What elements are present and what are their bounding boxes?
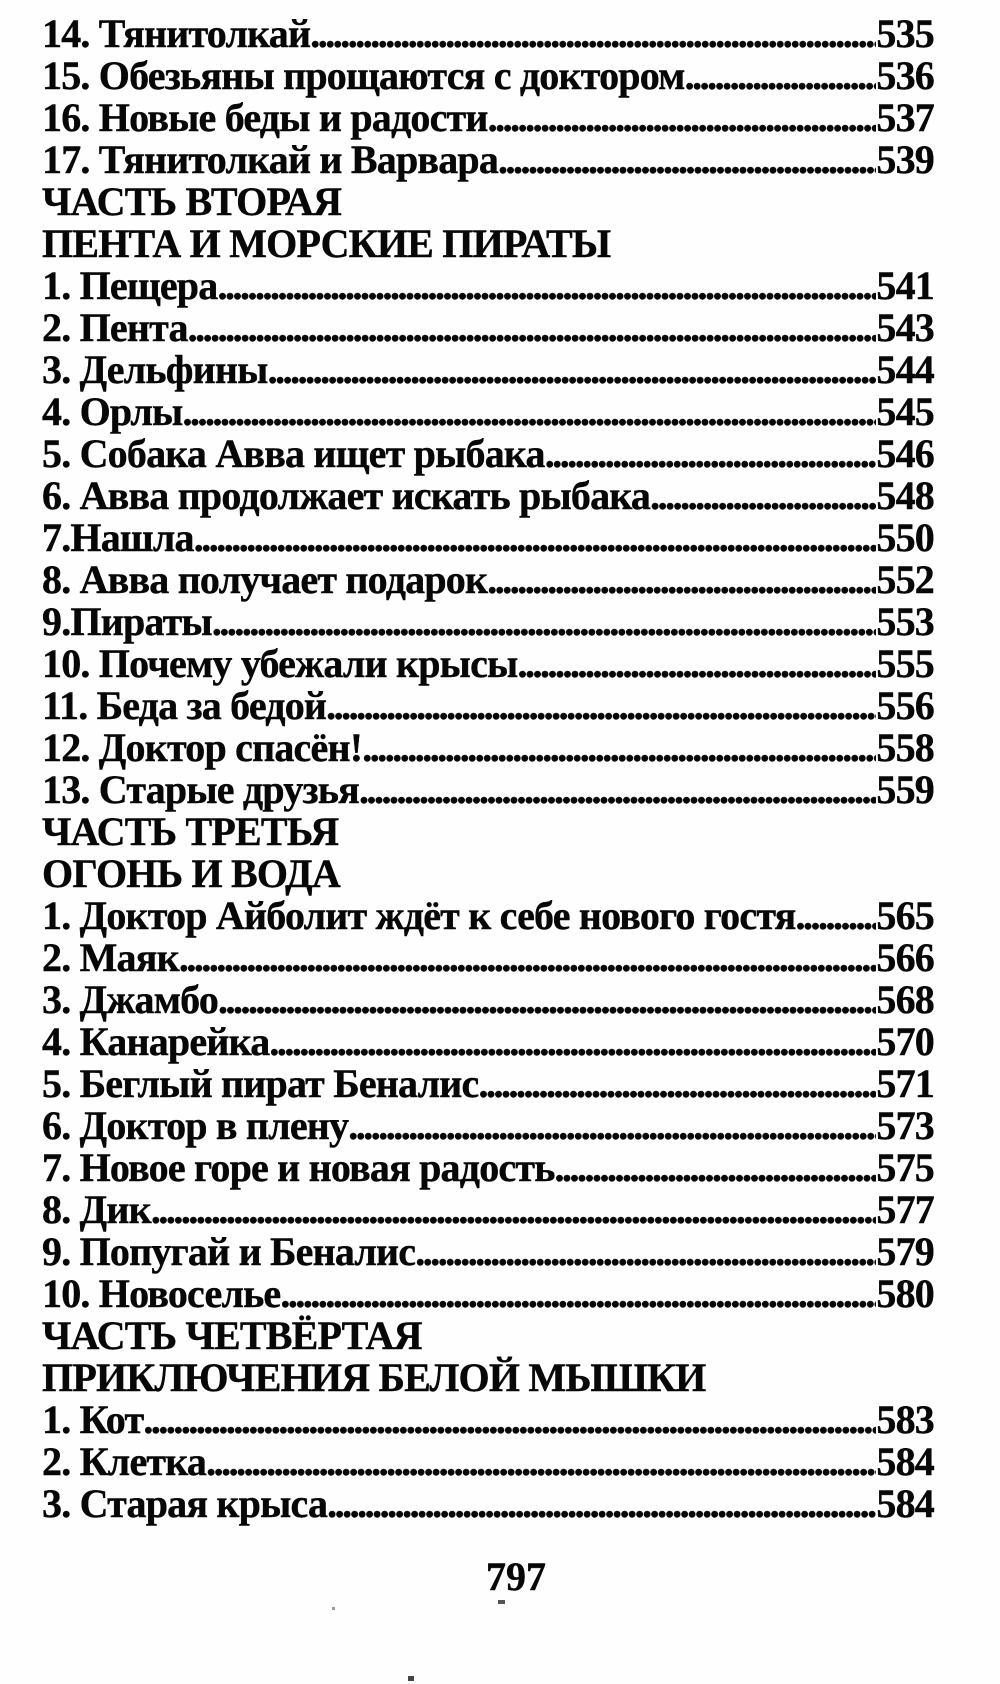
toc-entry: [42, 349, 934, 391]
toc-entry: [42, 1021, 934, 1063]
toc-entry-page-number: 555: [876, 641, 934, 686]
toc-entry: [42, 307, 934, 349]
toc-entry-label: 13. Старые друзья: [42, 767, 359, 812]
dot-leader: [218, 979, 876, 1021]
toc-heading-label: ЧАСТЬ ЧЕТВЁРТАЯ: [42, 1313, 422, 1358]
toc-entry: [42, 1105, 934, 1147]
toc-entry-label: 14. Тянитолкай: [42, 11, 311, 56]
toc-section-heading: [42, 223, 934, 265]
toc-entry-label: 16. Новые беды и радости: [42, 95, 488, 140]
dot-leader: [348, 1105, 876, 1147]
dot-leader: [415, 1231, 876, 1273]
toc-entry-page-number: 539: [876, 137, 934, 182]
toc-entry-page-number: 543: [876, 305, 934, 350]
toc-entry-label: 5. Собака Авва ищет рыбака: [42, 431, 545, 476]
dot-leader: [555, 1147, 877, 1189]
toc-heading-label: ЧАСТЬ ТРЕТЬЯ: [42, 809, 339, 854]
toc-entry-label: 2. Клетка: [42, 1439, 207, 1484]
toc-heading-label: ОГОНЬ И ВОДА: [42, 851, 340, 896]
toc-entry-page-number: 546: [876, 431, 934, 476]
toc-entry-label: 3. Джамбо: [42, 977, 219, 1022]
toc-entry-page-number: 580: [876, 1271, 934, 1316]
dot-leader: [194, 517, 877, 559]
toc-section-heading: [42, 811, 934, 853]
dot-leader: [685, 55, 877, 97]
scan-speck: [408, 1676, 414, 1681]
toc-entry-label: 4. Канарейка: [42, 1019, 270, 1064]
toc-entry: [42, 13, 934, 55]
toc-heading-label: ЧАСТЬ ВТОРАЯ: [42, 179, 342, 224]
dot-leader: [327, 1483, 876, 1525]
toc-entry-label: 1. Кот: [42, 1397, 144, 1442]
toc-entry: [42, 937, 934, 979]
toc-entry-page-number: 536: [876, 53, 934, 98]
dot-leader: [362, 727, 876, 769]
toc-entry-label: 10. Новоселье: [42, 1271, 281, 1316]
toc-entry: [42, 769, 934, 811]
toc-entry-page-number: 556: [876, 683, 934, 728]
toc-entry-label: 2. Маяк: [42, 935, 179, 980]
dot-leader: [796, 895, 877, 937]
toc-entry-label: 7. Новое горе и новая радость: [42, 1145, 555, 1190]
toc-entry: [42, 517, 934, 559]
dot-leader: [182, 391, 876, 433]
dot-leader: [268, 349, 877, 391]
toc-entry: [42, 1483, 934, 1525]
toc-entry-page-number: 544: [876, 347, 934, 392]
toc-entry-page-number: 568: [876, 977, 934, 1022]
folio-page-number: 797: [486, 1554, 546, 1599]
dot-leader: [269, 1021, 876, 1063]
toc-section-heading: [42, 853, 934, 895]
toc-entry-label: 9.Пираты: [42, 599, 212, 644]
toc-entry: [42, 895, 934, 937]
toc-entry: [42, 1189, 934, 1231]
toc-entry-label: 1. Пещера: [42, 263, 218, 308]
toc-heading-label: ПЕНТА И МОРСКИЕ ПИРАТЫ: [42, 221, 611, 266]
dot-leader: [498, 139, 876, 181]
dot-leader: [206, 1441, 876, 1483]
dot-leader: [326, 685, 876, 727]
toc-entry-label: 6. Доктор в плену: [42, 1103, 349, 1148]
dot-leader: [310, 13, 876, 55]
dot-leader: [217, 265, 876, 307]
toc-heading-label: ПРИКЛЮЧЕНИЯ БЕЛОЙ МЫШКИ: [42, 1355, 706, 1400]
toc-entry: [42, 727, 934, 769]
table-of-contents: [42, 13, 934, 1525]
toc-entry-label: 7.Нашла: [42, 515, 194, 560]
toc-entry: [42, 475, 934, 517]
toc-entry-page-number: 571: [876, 1061, 934, 1106]
toc-entry-page-number: 553: [876, 599, 934, 644]
toc-entry-label: 4. Орлы: [42, 389, 183, 434]
toc-entry: [42, 433, 934, 475]
toc-entry: [42, 643, 934, 685]
toc-entry: [42, 1273, 934, 1315]
toc-entry-label: 3. Дельфины: [42, 347, 268, 392]
toc-entry-page-number: 537: [876, 95, 934, 140]
toc-entry-page-number: 541: [876, 263, 934, 308]
toc-entry-page-number: 579: [876, 1229, 934, 1274]
toc-section-heading: [42, 1357, 934, 1399]
toc-entry: [42, 55, 934, 97]
toc-entry: [42, 1441, 934, 1483]
toc-entry-page-number: 573: [876, 1103, 934, 1148]
toc-entry-page-number: 545: [876, 389, 934, 434]
toc-entry: [42, 1063, 934, 1105]
toc-entry-page-number: 552: [876, 557, 934, 602]
toc-entry-page-number: 559: [876, 767, 934, 812]
toc-entry: [42, 1399, 934, 1441]
dot-leader: [212, 601, 877, 643]
toc-entry-page-number: 558: [876, 725, 934, 770]
toc-entry: [42, 265, 934, 307]
toc-entry-label: 8. Авва получает подарок: [42, 557, 488, 602]
toc-entry: [42, 979, 934, 1021]
toc-entry-page-number: 575: [876, 1145, 934, 1190]
toc-section-heading: [42, 1315, 934, 1357]
toc-entry-label: 2. Пента: [42, 305, 188, 350]
toc-entry-label: 1. Доктор Айболит ждёт к себе нового гостя: [42, 893, 796, 938]
dot-leader: [487, 559, 876, 601]
toc-entry-label: 9. Попугай и Беналис: [42, 1229, 416, 1274]
toc-entry: [42, 1231, 934, 1273]
toc-entry-page-number: 583: [876, 1397, 934, 1442]
toc-entry-page-number: 565: [876, 893, 934, 938]
toc-entry-page-number: 535: [876, 11, 934, 56]
toc-entry-page-number: 584: [876, 1439, 934, 1484]
toc-entry-label: 10. Почему убежали крысы: [42, 641, 518, 686]
toc-entry: [42, 1147, 934, 1189]
toc-entry-page-number: 584: [876, 1481, 934, 1526]
dot-leader: [488, 97, 877, 139]
scan-speck: [498, 1600, 505, 1604]
toc-entry-page-number: 550: [876, 515, 934, 560]
dot-leader: [545, 433, 877, 475]
toc-entry-label: 17. Тянитолкай и Варвара: [42, 137, 499, 182]
dot-leader: [151, 1189, 877, 1231]
dot-leader: [280, 1273, 876, 1315]
toc-entry-label: 3. Старая крыса: [42, 1481, 328, 1526]
toc-entry: [42, 97, 934, 139]
toc-entry-page-number: 577: [876, 1187, 934, 1232]
toc-entry-label: 5. Беглый пират Беналис: [42, 1061, 479, 1106]
toc-entry-page-number: 548: [876, 473, 934, 518]
toc-entry: [42, 685, 934, 727]
toc-entry: [42, 391, 934, 433]
toc-entry-label: 12. Доктор спасён!: [42, 725, 363, 770]
toc-entry-page-number: 570: [876, 1019, 934, 1064]
toc-entry-label: 15. Обезьяны прощаются с доктором: [42, 53, 685, 98]
dot-leader: [188, 307, 877, 349]
toc-entry-page-number: 566: [876, 935, 934, 980]
toc-entry: [42, 559, 934, 601]
dot-leader: [518, 643, 877, 685]
dot-leader: [478, 1063, 876, 1105]
toc-entry: [42, 601, 934, 643]
toc-entry-label: 8. Дик: [42, 1187, 151, 1232]
dot-leader: [143, 1399, 876, 1441]
toc-entry-label: 11. Беда за бедой: [42, 683, 327, 728]
toc-entry-label: 6. Авва продолжает искать рыбака: [42, 473, 651, 518]
dot-leader: [179, 937, 877, 979]
scan-speck: [332, 1607, 335, 1610]
dot-leader: [359, 769, 876, 811]
toc-section-heading: [42, 181, 934, 223]
toc-entry: [42, 139, 934, 181]
dot-leader: [650, 475, 876, 517]
